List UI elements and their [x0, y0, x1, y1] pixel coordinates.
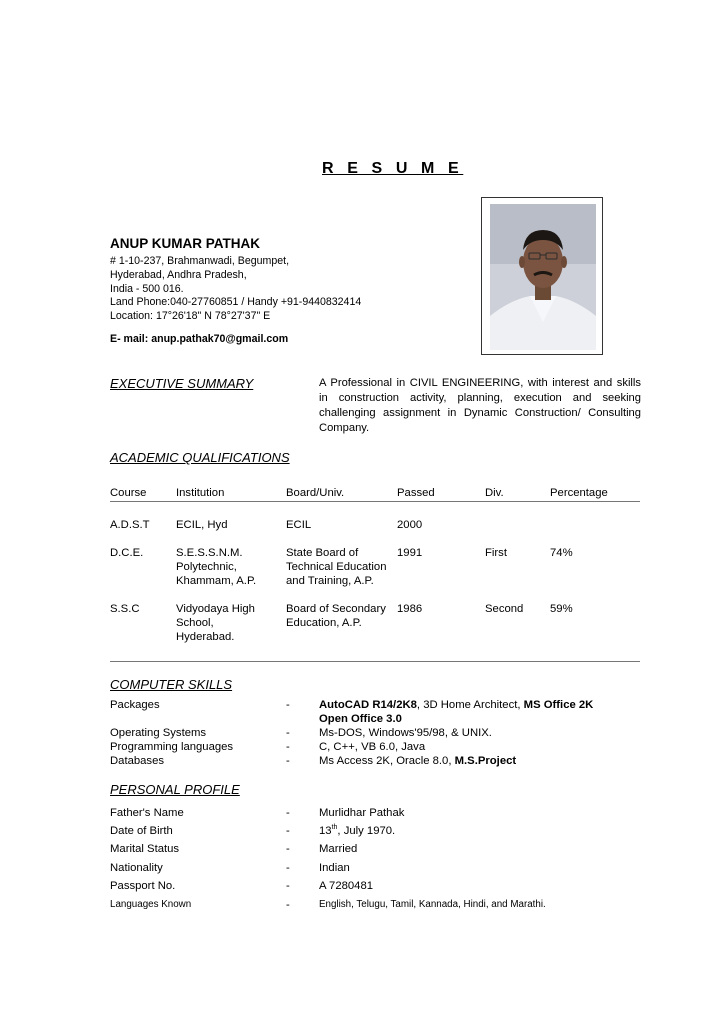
profile-label-father: Father's Name [110, 807, 184, 819]
dash: - [286, 741, 290, 753]
dash: - [286, 699, 290, 711]
dob-rest: , July 1970. [337, 825, 396, 837]
profile-value-dob [319, 824, 395, 838]
column-header-division: Div. [485, 487, 504, 499]
institution-line: Polytechnic, [176, 561, 237, 573]
dash: - [286, 899, 290, 911]
passed-cell: 2000 [397, 519, 423, 531]
column-header-course: Course [110, 487, 147, 499]
skill-label-databases: Databases [110, 755, 165, 767]
profile-label-dob: Date of Birth [110, 825, 173, 837]
email-line: E- mail: anup.pathak70@gmail.com [110, 333, 289, 345]
address-line: # 1-10-237, Brahmanwadi, Begumpet, [110, 255, 290, 267]
package-ms-office: MS Office 2K [523, 699, 594, 711]
database-msproject: M.S.Project [454, 755, 517, 767]
passed-cell: 1986 [397, 603, 423, 615]
course-cell: S.S.C [110, 603, 140, 615]
location-line: Location: 17°26'18" N 78°27'37" E [110, 310, 271, 323]
profile-label-nationality: Nationality [110, 862, 163, 874]
institution-cell [176, 602, 255, 644]
board-line: Technical Education [286, 561, 387, 573]
passed-cell: 1991 [397, 547, 423, 559]
profile-label-languages: Languages Known [110, 899, 192, 910]
institution-line: School, [176, 617, 214, 629]
profile-value-passport: A 7280481 [319, 880, 374, 892]
dash: - [286, 807, 290, 819]
profile-photo [490, 204, 596, 350]
skill-value-programming: C, C++, VB 6.0, Java [319, 741, 426, 753]
board-line: Board of Secondary [286, 603, 386, 615]
board-cell [286, 546, 386, 588]
division-cell: Second [485, 603, 524, 615]
resume-title: R E S U M E [322, 160, 464, 177]
dash: - [286, 880, 290, 892]
contact-address-block [110, 255, 361, 324]
column-header-board: Board/Univ. [286, 487, 345, 499]
division-cell: First [485, 547, 507, 559]
package-open-office: Open Office 3.0 [319, 713, 402, 725]
dash: - [286, 727, 290, 739]
board-line: Education, A.P. [286, 617, 362, 629]
person-portrait-image [490, 204, 596, 350]
dash: - [286, 755, 290, 767]
table-header-divider [110, 501, 640, 502]
executive-summary-text: A Professional in CIVIL ENGINEERING, with interest and skills in construction activity, planning, execution and seeking challenging assignment in Dynamic Construction/ Consulting Company. [319, 377, 641, 434]
board-cell: ECIL [286, 519, 312, 531]
skill-label-packages: Packages [110, 699, 160, 711]
phone-line: Land Phone:040-27760851 / Handy +91-9440832414 [110, 296, 362, 309]
board-line: State Board of [286, 547, 359, 559]
personal-profile-heading: PERSONAL PROFILE [110, 782, 240, 797]
database-list: Ms Access 2K, Oracle 8.0, [319, 755, 455, 767]
skill-value-os: Ms-DOS, Windows'95/98, & UNIX. [319, 727, 492, 739]
board-cell [286, 602, 386, 630]
computer-skills-heading: COMPUTER SKILLS [110, 677, 233, 692]
academic-qualifications-heading: ACADEMIC QUALIFICATIONS [110, 450, 290, 465]
table-bottom-divider [110, 661, 640, 662]
package-autocad: AutoCAD R14/2K8 [319, 699, 417, 711]
column-header-percentage: Percentage [550, 487, 608, 499]
skill-label-os: Operating Systems [110, 727, 207, 739]
percentage-cell: 74% [550, 547, 573, 559]
dash: - [286, 862, 290, 874]
dob-day-suffix: th [331, 824, 338, 832]
skill-value-databases [319, 754, 516, 768]
dob-day: 13 [319, 825, 332, 837]
profile-value-marital: Married [319, 843, 358, 855]
profile-value-nationality: Indian [319, 862, 350, 874]
profile-value-father: Murlidhar Pathak [319, 807, 405, 819]
board-line: and Training, A.P. [286, 575, 374, 587]
skill-label-programming: Programming languages [110, 741, 234, 753]
course-cell: A.D.S.T [110, 519, 150, 531]
candidate-name: ANUP KUMAR PATHAK [110, 236, 260, 251]
profile-value-languages: English, Telugu, Tamil, Kannada, Hindi, and Marathi. [319, 899, 546, 910]
skill-value-packages [319, 698, 641, 726]
column-header-passed: Passed [397, 487, 435, 499]
institution-line: S.E.S.S.N.M. [176, 547, 243, 559]
column-header-institution: Institution [176, 487, 225, 499]
address-line: India - 500 016. [110, 282, 184, 295]
institution-line: Khammam, A.P. [176, 575, 257, 587]
profile-label-passport: Passport No. [110, 880, 176, 892]
dash: - [286, 825, 290, 837]
course-cell: D.C.E. [110, 547, 144, 559]
package-3d-home: , 3D Home Architect, [416, 699, 524, 711]
dash: - [286, 843, 290, 855]
institution-line: Vidyodaya High [176, 603, 255, 615]
profile-photo-frame [481, 197, 603, 355]
institution-cell: ECIL, Hyd [176, 519, 228, 531]
executive-summary-heading: EXECUTIVE SUMMARY [110, 376, 254, 391]
institution-line: Hyderabad. [176, 631, 235, 643]
address-line: Hyderabad, Andhra Pradesh, [110, 268, 247, 281]
institution-cell [176, 546, 256, 588]
profile-label-marital: Marital Status [110, 843, 180, 855]
percentage-cell: 59% [550, 603, 573, 615]
